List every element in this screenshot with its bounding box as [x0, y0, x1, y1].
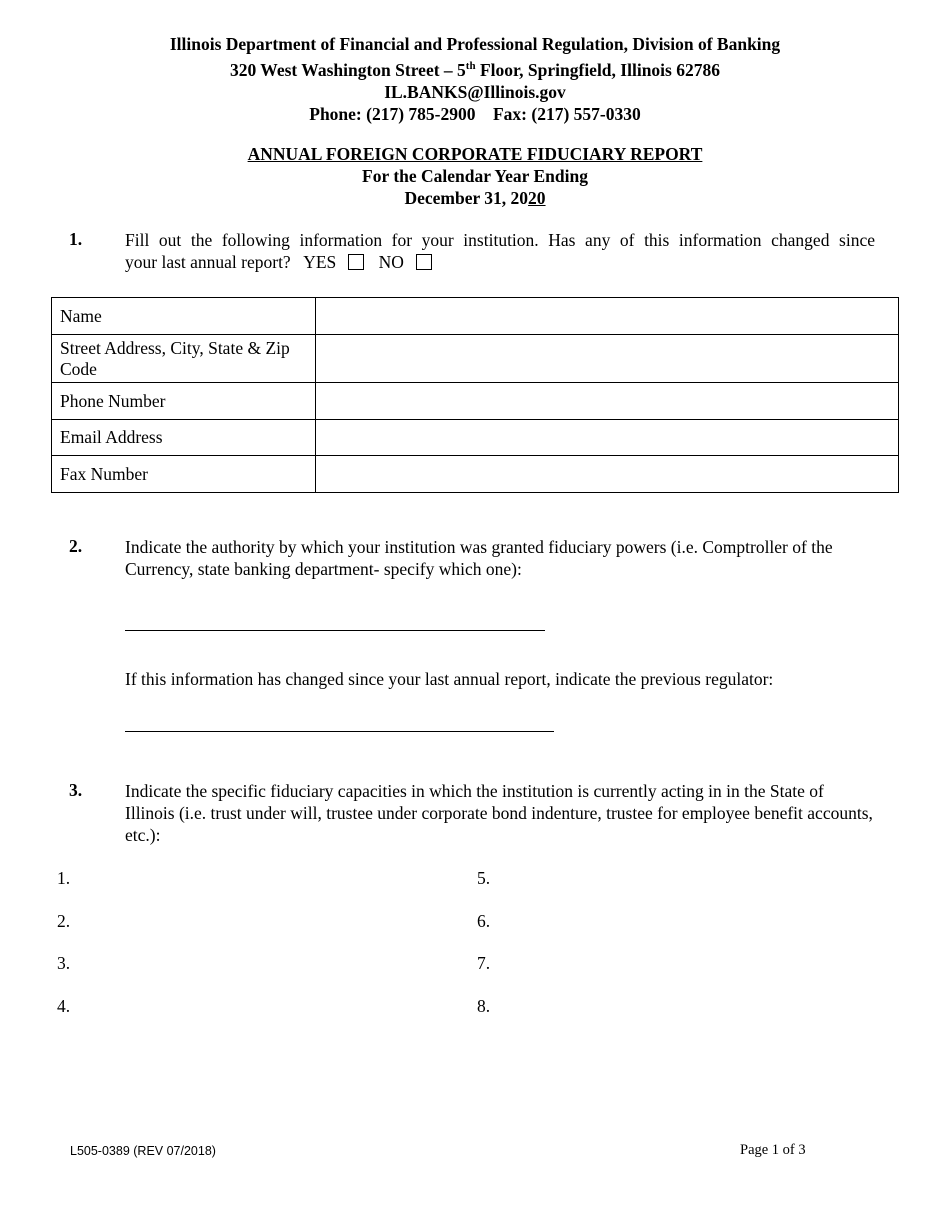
table-row — [52, 335, 899, 383]
report-date — [0, 187, 950, 209]
row-label-phone: Phone Number — [52, 383, 316, 420]
agency-name: Illinois Department of Financial and Professional Regulation, Division of Banking — [169, 34, 781, 54]
q3-number: 3. — [69, 780, 83, 800]
q1-text-line2 — [125, 251, 875, 273]
q1-number: 1. — [69, 229, 83, 249]
address-city: Floor, Springfield, Illinois 62786 — [475, 59, 720, 80]
institution-info-table — [51, 297, 899, 493]
agency-fax: Fax: (217) 557-0330 — [492, 103, 641, 124]
list-item: 5. — [477, 868, 491, 888]
agency-contact — [0, 103, 950, 125]
list-item: 2. — [57, 911, 71, 931]
phone-field[interactable] — [316, 383, 899, 420]
report-date-year: 20 — [528, 188, 546, 208]
table-row — [52, 383, 899, 420]
q1-no-checkbox[interactable] — [416, 254, 432, 270]
q2-number: 2. — [69, 536, 83, 556]
agency-phone: Phone: (217) 785-2900 — [309, 103, 476, 124]
address-street: 320 West Washington Street – 5 — [230, 59, 466, 80]
q1-yes-checkbox[interactable] — [348, 254, 364, 270]
authority-input-line[interactable] — [125, 630, 545, 631]
agency-address — [0, 55, 950, 81]
table-row — [52, 298, 899, 335]
q1-no-label: NO — [378, 252, 404, 272]
list-item: 7. — [477, 953, 491, 973]
fax-field[interactable] — [316, 456, 899, 493]
q1-text-line1: Fill out the following information for your institution. Has any of this information changed since — [125, 230, 875, 250]
q2-text: Indicate the authority by which your institution was granted fiduciary powers (i.e. Comptroller of the Currency, state banking department- specify which one): — [125, 537, 833, 579]
q2-followup: If this information has changed since your last annual report, indicate the previous regulator: — [125, 669, 774, 689]
email-field[interactable] — [316, 420, 899, 456]
address-floor-suffix: th — [465, 60, 476, 72]
q1-yes-label: YES — [303, 252, 337, 272]
list-item: 6. — [477, 911, 491, 931]
row-label-fax: Fax Number — [52, 456, 316, 493]
table-row — [52, 456, 899, 493]
report-title-block — [0, 143, 950, 209]
report-title: ANNUAL FOREIGN CORPORATE FIDUCIARY REPORT — [247, 144, 703, 164]
row-label-email: Email Address — [52, 420, 316, 456]
address-field[interactable] — [316, 335, 899, 383]
form-id: L505-0389 (REV 07/2018) — [70, 1144, 216, 1158]
page-number: Page 1 of 3 — [740, 1142, 806, 1158]
agency-header — [0, 33, 950, 125]
list-item: 8. — [477, 996, 491, 1016]
previous-regulator-input-line[interactable] — [125, 731, 554, 732]
q3-text: Indicate the specific fiduciary capacities in which the institution is currently acting in in the State of Illinois (i.e. trust under will, trustee under corporate bond indenture, trustee for employee benefit accounts, etc.): — [125, 781, 873, 845]
row-label-name: Name — [52, 298, 316, 335]
row-label-address: Street Address, City, State & Zip Code — [52, 335, 316, 383]
list-item: 3. — [57, 953, 71, 973]
table-row — [52, 420, 899, 456]
agency-email: IL.BANKS@Illinois.gov — [384, 81, 566, 102]
report-subtitle: For the Calendar Year Ending — [362, 166, 588, 186]
q1-question: your last annual report? — [125, 252, 291, 272]
list-item: 1. — [57, 868, 71, 888]
report-date-prefix: December 31, 20 — [404, 188, 529, 208]
list-item: 4. — [57, 996, 71, 1016]
q1-text — [125, 229, 875, 273]
name-field[interactable] — [316, 298, 899, 335]
